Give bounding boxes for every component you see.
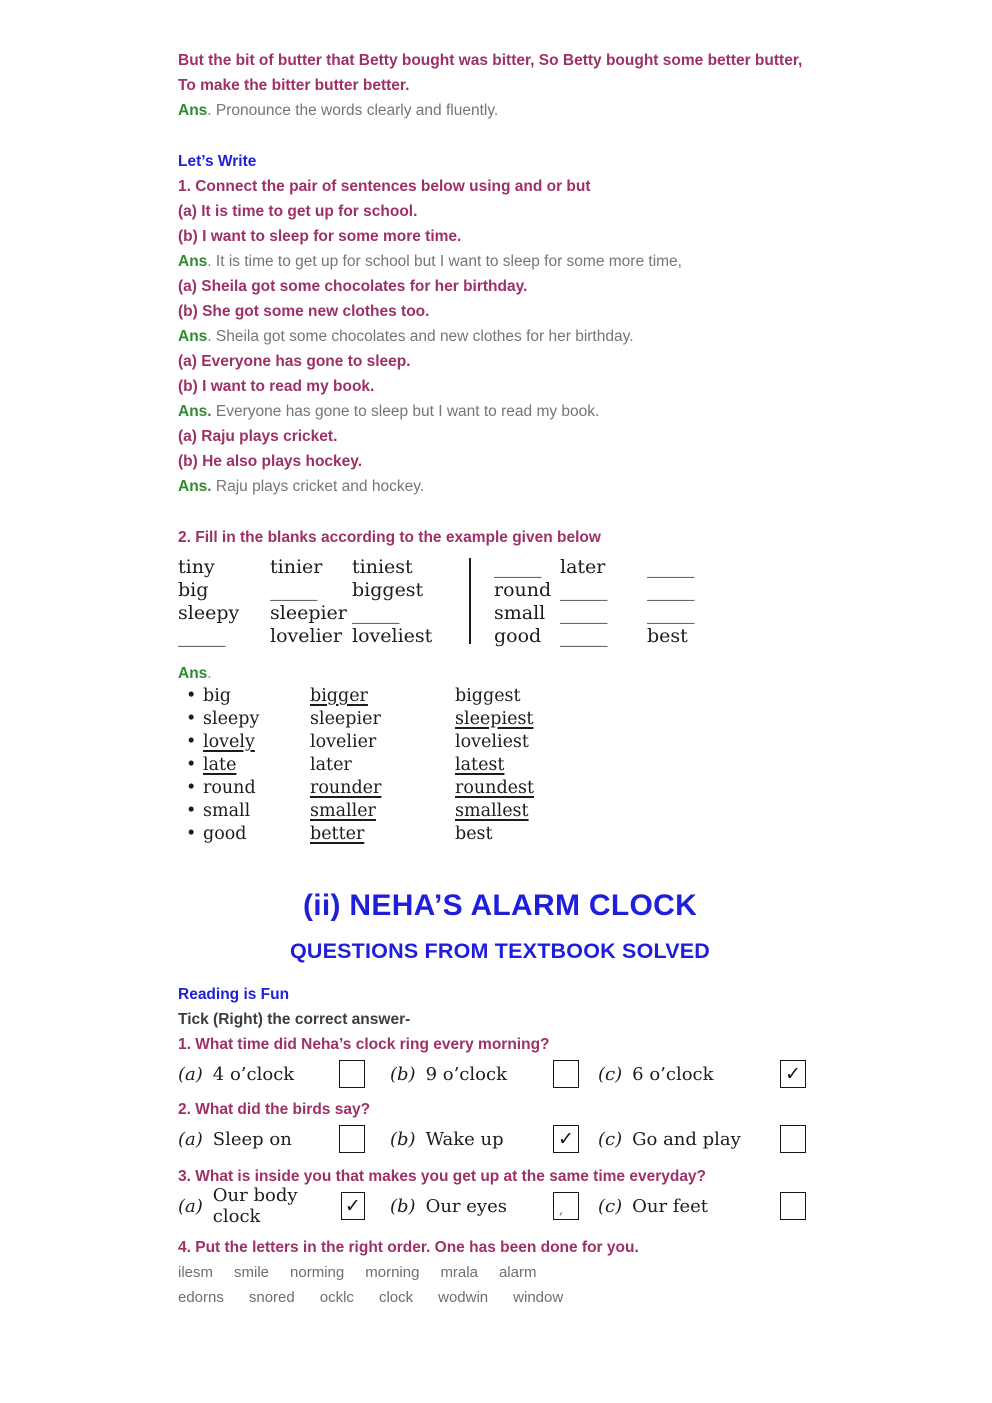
- word: ilesm: [178, 1264, 214, 1281]
- word: sleepiest: [455, 709, 534, 729]
- word: smile: [234, 1264, 270, 1281]
- ans-text: Everyone has gone to sleep but I want to read my book.: [211, 403, 600, 420]
- answer-row: [178, 800, 822, 823]
- answer-row: [178, 685, 822, 708]
- answer-row: [178, 731, 822, 754]
- page-content: [178, 48, 822, 1310]
- pair-1-a: (a) It is time to get up for school.: [178, 203, 418, 220]
- option-text: Go and play: [632, 1128, 741, 1150]
- word: • late: [203, 755, 237, 775]
- answer-row: [178, 754, 822, 777]
- word: ocklc: [319, 1289, 354, 1306]
- table-row: [178, 579, 822, 602]
- cell: _____: [352, 602, 400, 624]
- pair-2-a: (a) Sheila got some chocolates for her birthday.: [178, 278, 528, 295]
- ans-label: Ans: [178, 253, 208, 270]
- chapter-title: (ii) NEHA’S ALARM CLOCK: [302, 889, 698, 922]
- word: • good: [203, 824, 247, 844]
- table-divider: [469, 558, 471, 644]
- option-b: [390, 1125, 579, 1153]
- ans-text: Raju plays cricket and hockey.: [211, 478, 425, 495]
- word: norming: [290, 1264, 345, 1281]
- pair-3-answer: [178, 399, 822, 424]
- check-icon: ✓: [344, 1195, 361, 1217]
- option-text: 4 o’clock: [212, 1063, 295, 1085]
- check-icon: ✓: [785, 1063, 801, 1085]
- cell: _____: [560, 602, 608, 624]
- option-text: 9 o’clock: [425, 1063, 507, 1085]
- word: smaller: [310, 801, 376, 821]
- unscramble-row-1: [178, 1260, 822, 1285]
- checkbox-q1-c[interactable]: [780, 1060, 806, 1088]
- option-letter: (b): [390, 1128, 416, 1150]
- pair-4-answer: [178, 474, 822, 499]
- word: edorns: [178, 1289, 224, 1306]
- cell: _____: [560, 579, 608, 601]
- cell: tinier: [270, 556, 323, 578]
- option-a: [178, 1185, 365, 1227]
- answer-row: [178, 708, 822, 731]
- unscramble-row-2: [178, 1285, 822, 1310]
- tongue-twister-line1: But the bit of butter that Betty bought was bitter, So Betty bought some better butter,: [178, 52, 803, 69]
- mcq-4-title: 4. Put the letters in the right order. One has been done for you.: [178, 1239, 639, 1256]
- tongue-twister-answer: [178, 98, 822, 123]
- word: biggest: [455, 686, 521, 706]
- word: • round: [203, 778, 256, 798]
- cell: _____: [647, 602, 695, 624]
- cell: sleepier: [270, 602, 347, 624]
- option-letter: (a): [178, 1063, 203, 1085]
- word: later: [310, 755, 352, 775]
- option-c: [598, 1192, 806, 1220]
- table-row: [178, 625, 822, 648]
- checkbox-q3-a[interactable]: [341, 1192, 365, 1220]
- word: morning: [365, 1264, 420, 1281]
- word: best: [455, 824, 493, 844]
- option-letter: (c): [598, 1063, 623, 1085]
- cell: _____: [647, 579, 695, 601]
- option-text: Wake up: [425, 1128, 504, 1150]
- option-c: [598, 1125, 806, 1153]
- option-text: Our feet: [632, 1195, 709, 1217]
- pair-2-answer: [178, 324, 822, 349]
- pair-4-a: (a) Raju plays cricket.: [178, 428, 338, 445]
- word: sleepier: [310, 709, 381, 729]
- option-letter: (b): [390, 1063, 416, 1085]
- ans-label: Ans: [178, 665, 208, 682]
- cell: _____: [647, 556, 695, 578]
- pair-3-b: (b) I want to read my book.: [178, 378, 375, 395]
- cell: small: [494, 602, 546, 624]
- option-a: [178, 1060, 365, 1088]
- checkbox-q2-a[interactable]: [339, 1125, 365, 1153]
- cell: tiniest: [352, 556, 413, 578]
- word: lovelier: [310, 732, 377, 752]
- checkbox-q1-a[interactable]: [339, 1060, 365, 1088]
- checkbox-q2-c[interactable]: [780, 1125, 806, 1153]
- mcq-2-options: [178, 1122, 822, 1156]
- cell: best: [647, 625, 688, 647]
- word: loveliest: [455, 732, 529, 752]
- option-b: [390, 1060, 579, 1088]
- ans-text: . It is time to get up for school but I want to sleep for some more time,: [207, 253, 682, 270]
- checkbox-q3-b[interactable]: [553, 1192, 579, 1220]
- pair-1-answer: [178, 249, 822, 274]
- word: roundest: [455, 778, 535, 798]
- answer-row: [178, 823, 822, 846]
- cell: big: [178, 579, 209, 601]
- tongue-twister-line2: To make the bitter butter better.: [178, 77, 410, 94]
- word: rounder: [310, 778, 382, 798]
- word: better: [310, 824, 365, 844]
- checkbox-q1-b[interactable]: [553, 1060, 579, 1088]
- word: bigger: [310, 686, 368, 706]
- question-1-title: 1. Connect the pair of sentences below using and or but: [178, 178, 591, 195]
- fill-blanks-table: [178, 550, 822, 652]
- word: • lovely: [203, 732, 255, 752]
- option-b: [390, 1192, 579, 1220]
- word: • small: [203, 801, 251, 821]
- pair-1-b: (b) I want to sleep for some more time.: [178, 228, 462, 245]
- mcq-1-title: 1. What time did Neha’s clock ring every morning?: [178, 1036, 550, 1053]
- word: snored: [248, 1289, 295, 1306]
- option-letter: (a): [178, 1195, 203, 1217]
- ans-text: . Pronounce the words clearly and fluently.: [207, 102, 499, 119]
- mcq-2-title: 2. What did the birds say?: [178, 1101, 371, 1118]
- option-c: [598, 1060, 806, 1088]
- cell: _____: [178, 625, 226, 647]
- word: mrala: [440, 1264, 478, 1281]
- cell: round: [494, 579, 552, 601]
- ans-dot: .: [207, 665, 212, 682]
- option-letter: (a): [178, 1128, 203, 1150]
- word: • big: [203, 686, 232, 706]
- cell: biggest: [352, 579, 424, 601]
- checkbox-q2-b[interactable]: [553, 1125, 579, 1153]
- table-row: [178, 556, 822, 579]
- option-letter: (c): [598, 1195, 623, 1217]
- chapter-subtitle: QUESTIONS FROM TEXTBOOK SOLVED: [289, 939, 711, 963]
- mcq-3-title: 3. What is inside you that makes you get up at the same time everyday?: [178, 1168, 707, 1185]
- cell: _____: [560, 625, 608, 647]
- pair-4-b: (b) He also plays hockey.: [178, 453, 363, 470]
- word: smallest: [455, 801, 529, 821]
- cell: lovelier: [270, 625, 342, 647]
- cell: later: [560, 556, 606, 578]
- cell: _____: [270, 579, 318, 601]
- pair-2-b: (b) She got some new clothes too.: [178, 303, 430, 320]
- check-icon: ✓: [558, 1128, 574, 1150]
- ans-label: Ans: [178, 328, 208, 345]
- question-2-title: 2. Fill in the blanks according to the example given below: [178, 529, 601, 546]
- cell: good: [494, 625, 542, 647]
- word: latest: [455, 755, 505, 775]
- reading-is-fun-heading: Reading is Fun: [178, 986, 290, 1003]
- word: window: [513, 1289, 564, 1306]
- option-text: 6 o’clock: [632, 1063, 714, 1085]
- option-letter: (c): [598, 1128, 623, 1150]
- option-a: [178, 1125, 365, 1153]
- answer-row: [178, 777, 822, 800]
- ans-label: Ans: [178, 102, 208, 119]
- table-row: [178, 602, 822, 625]
- cell: sleepy: [178, 602, 240, 624]
- cell: loveliest: [352, 625, 433, 647]
- word: alarm: [498, 1264, 537, 1281]
- ans-text: . Sheila got some chocolates and new clothes for her birthday.: [207, 328, 634, 345]
- option-text: Our eyes: [425, 1195, 507, 1217]
- ans-label: Ans.: [178, 403, 212, 420]
- checkbox-q3-c[interactable]: [780, 1192, 806, 1220]
- ans-label: Ans.: [178, 478, 212, 495]
- mcq-1-options: [178, 1057, 822, 1091]
- word: clock: [378, 1289, 414, 1306]
- answers-list: [178, 685, 822, 846]
- option-letter: (b): [390, 1195, 416, 1217]
- answers-label-line: [178, 662, 822, 685]
- word: • sleepy: [203, 709, 260, 729]
- cell: _____: [494, 556, 542, 578]
- scan-artifact-mark: ,: [559, 1203, 564, 1218]
- pair-3-a: (a) Everyone has gone to sleep.: [178, 353, 411, 370]
- lets-write-heading: Let’s Write: [178, 153, 257, 170]
- word: wodwin: [438, 1289, 489, 1306]
- option-text: Our body clock: [212, 1185, 298, 1227]
- option-text: Sleep on: [212, 1128, 292, 1150]
- tick-instruction: Tick (Right) the correct answer-: [178, 1011, 411, 1028]
- mcq-3-options: [178, 1185, 822, 1227]
- cell: tiny: [178, 556, 215, 578]
